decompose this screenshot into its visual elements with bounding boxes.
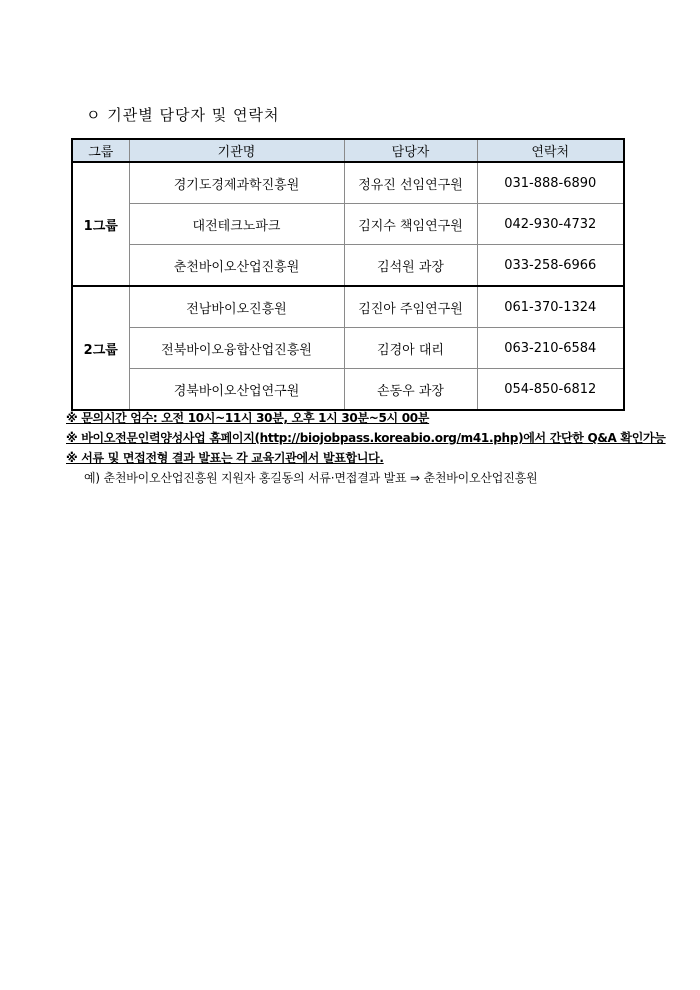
person-cell: 김진아 주임연구원	[344, 286, 477, 328]
example-note: 예) 춘천바이오산업진흥원 지원자 홍길동의 서류·면접결과 발표 ⇒ 춘천바이오산업진흥원	[84, 471, 538, 485]
section-title: ㅇ 기관별 담당자 및 연락처	[86, 106, 280, 124]
table-row	[72, 328, 624, 369]
phone-cell: 031-888-6890	[477, 162, 624, 204]
table-row	[72, 369, 624, 411]
phone-cell: 054-850-6812	[477, 369, 624, 411]
header-contact-person: 담당자	[344, 139, 477, 162]
table-row	[72, 162, 624, 204]
organization-cell: 전남바이오진흥원	[129, 286, 344, 328]
group-cell: 2그룹	[72, 286, 129, 410]
notes-block	[66, 408, 666, 488]
person-cell: 김석원 과장	[344, 245, 477, 287]
organization-cell: 춘천바이오산업진흥원	[129, 245, 344, 287]
header-phone: 연락처	[477, 139, 624, 162]
organization-cell: 전북바이오융합산업진흥원	[129, 328, 344, 369]
organization-cell: 경북바이오산업연구원	[129, 369, 344, 411]
phone-cell: 061-370-1324	[477, 286, 624, 328]
person-cell: 김지수 책임연구원	[344, 204, 477, 245]
phone-cell: 063-210-6584	[477, 328, 624, 369]
person-cell: 김경아 대리	[344, 328, 477, 369]
phone-cell: 033-258-6966	[477, 245, 624, 287]
table-header-row	[72, 139, 624, 162]
group-cell: 1그룹	[72, 162, 129, 286]
organization-cell: 대전테크노파크	[129, 204, 344, 245]
table-row	[72, 245, 624, 287]
organization-cell: 경기도경제과학진흥원	[129, 162, 344, 204]
person-cell: 정유진 선임연구원	[344, 162, 477, 204]
phone-cell: 042-930-4732	[477, 204, 624, 245]
homepage-qa-note: ※ 바이오전문인력양성사업 홈페이지(http://biojobpass.koreabio.org/m41.php)에서 간단한 Q&A 확인가능	[66, 431, 666, 445]
header-organization: 기관명	[129, 139, 344, 162]
person-cell: 손동우 과장	[344, 369, 477, 411]
results-announcement-note: ※ 서류 및 면접전형 결과 발표는 각 교육기관에서 발표합니다.	[66, 451, 384, 465]
header-group: 그룹	[72, 139, 129, 162]
table-row	[72, 204, 624, 245]
contact-table	[71, 138, 625, 411]
table-row	[72, 286, 624, 328]
inquiry-hours-note: ※ 문의시간 엄수: 오전 10시~11시 30분, 오후 1시 30분~5시 00분	[66, 411, 430, 425]
